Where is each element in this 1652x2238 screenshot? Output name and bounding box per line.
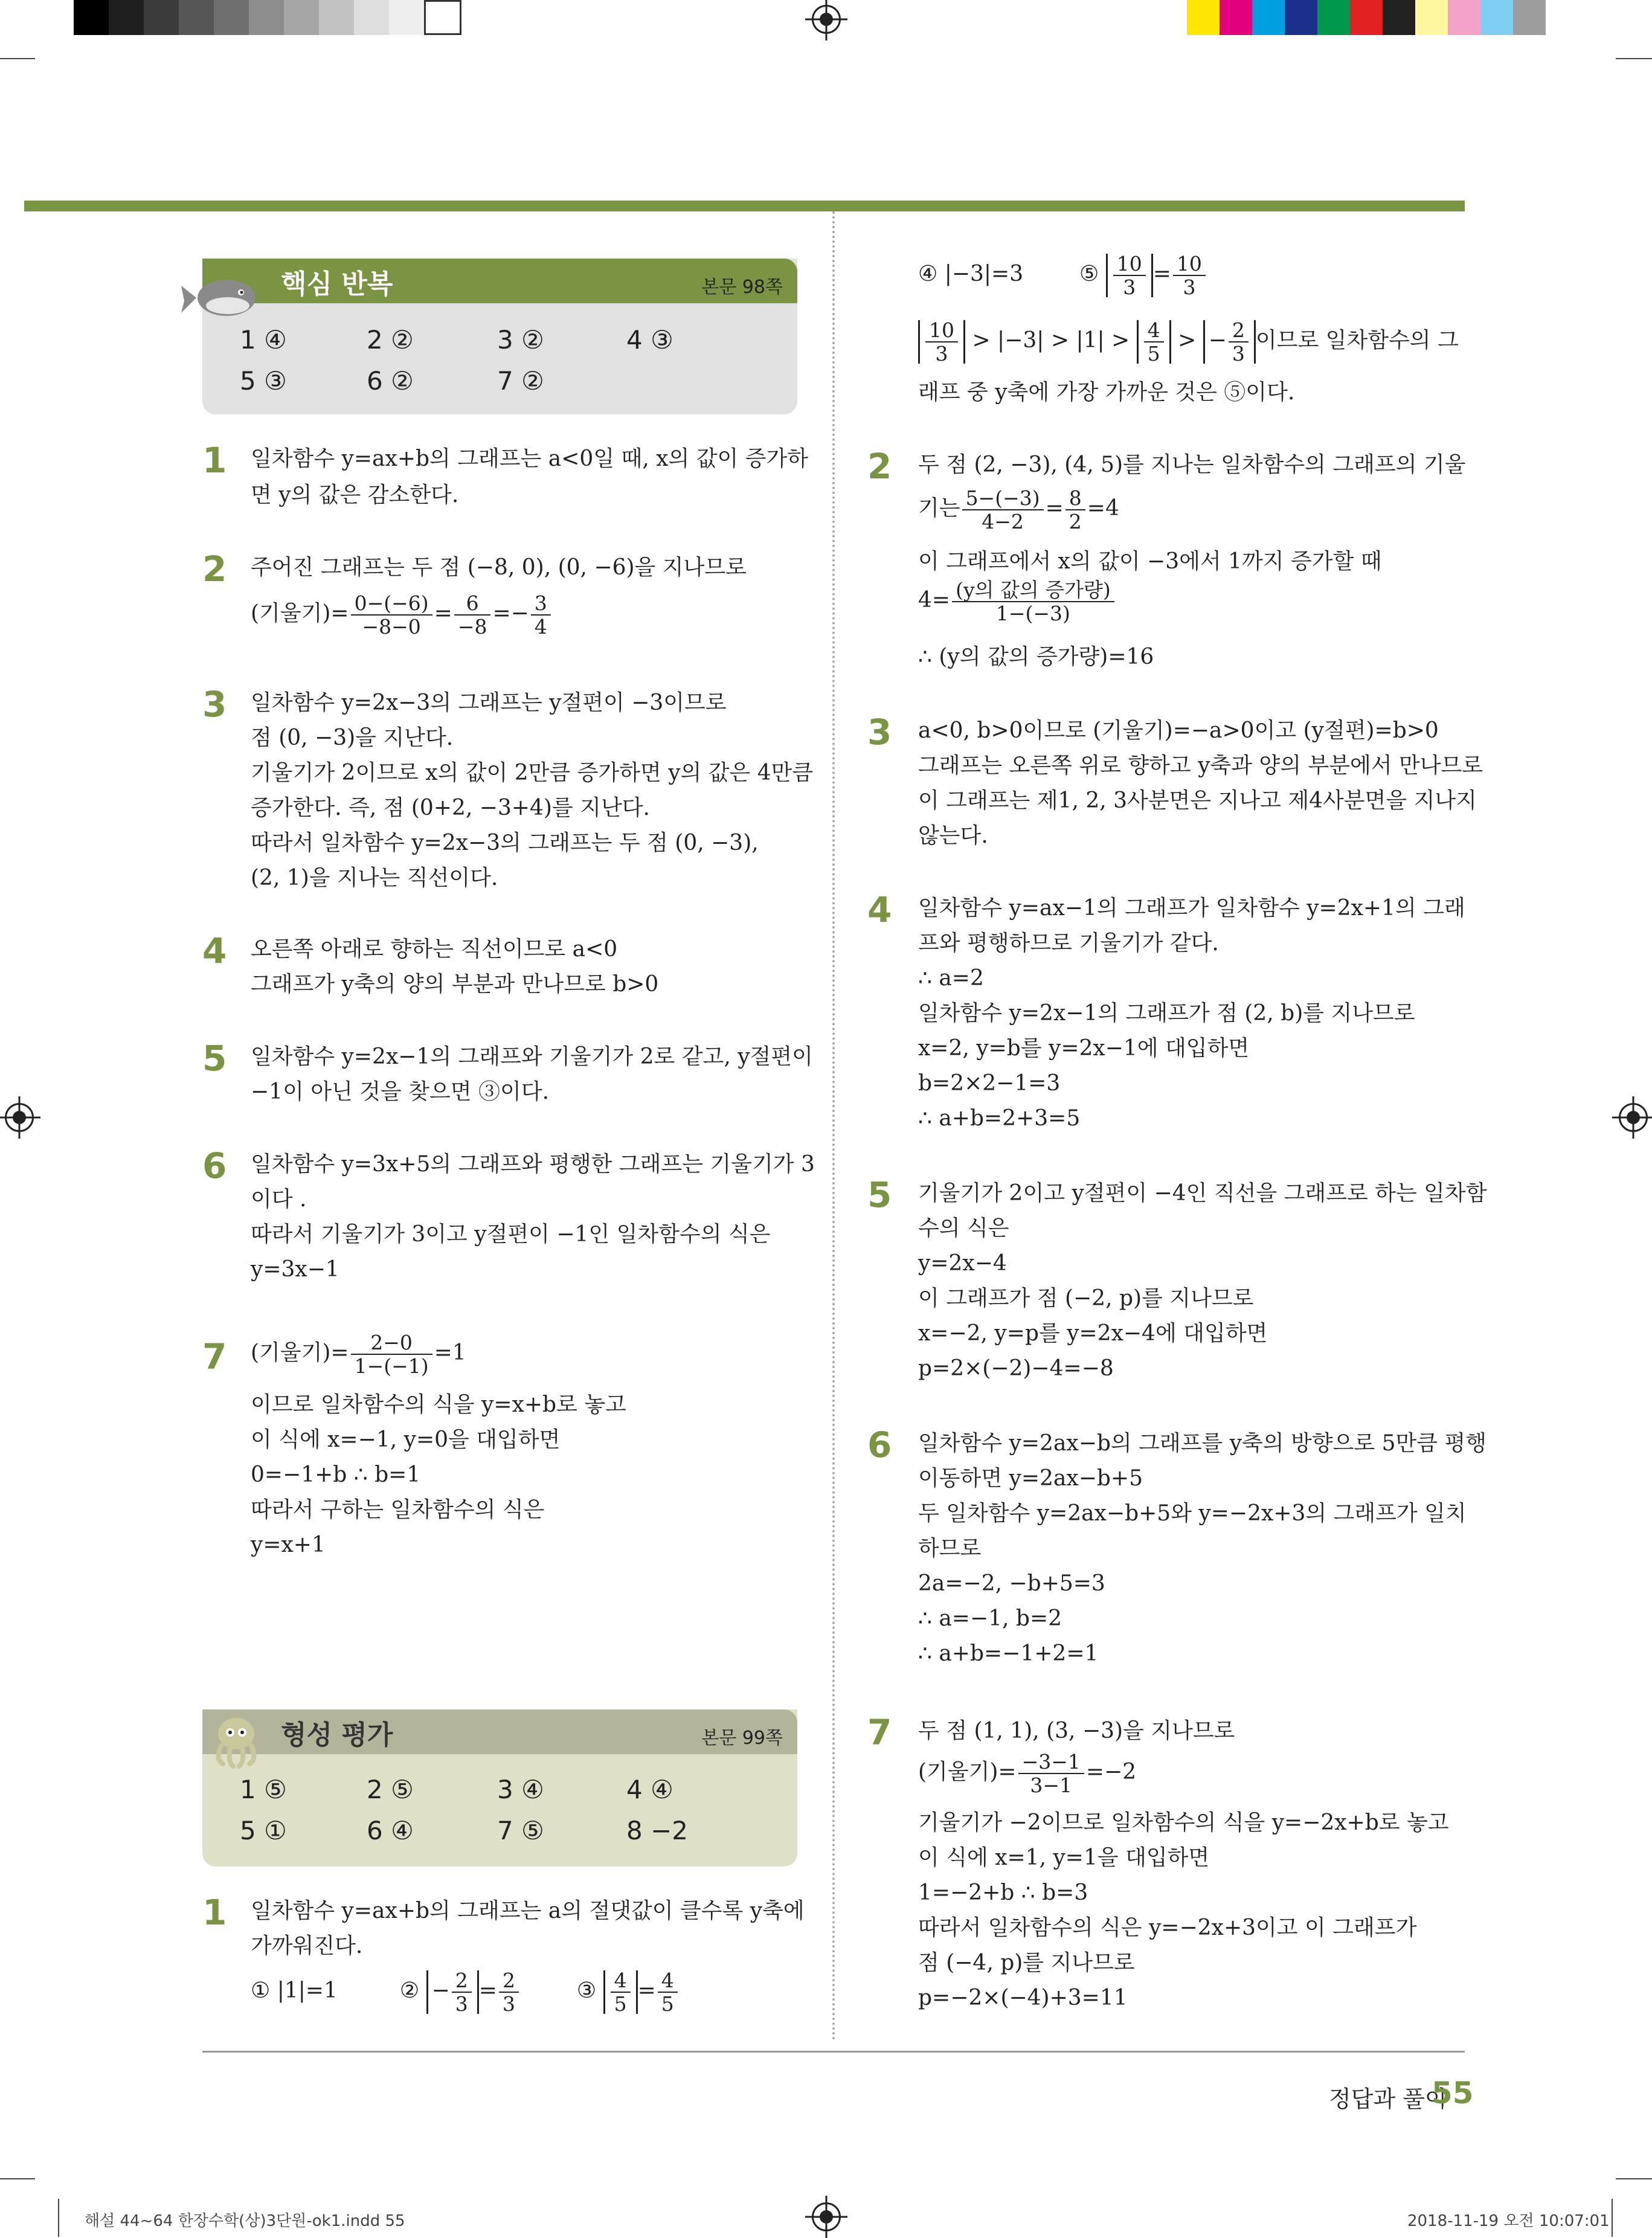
formative-answer: 3 ④ <box>497 1775 544 1804</box>
core-answer: 1 ④ <box>240 325 287 355</box>
solution-line: 기울기가 2이고 y절편이 −4인 직선을 그래프로 하는 일차함 <box>918 1181 1487 1206</box>
solution-line: 그래프가 y축의 양의 부분과 만나므로 b>0 <box>251 972 659 997</box>
solution-line: 면 y의 값은 감소한다. <box>251 483 459 507</box>
solution-line: y=2x−4 <box>918 1251 1007 1276</box>
crop-mark <box>1612 2199 1613 2237</box>
solution-line: 0=−1+b ∴ b=1 <box>251 1462 421 1487</box>
registration-mark-top <box>812 5 841 34</box>
solution-line: x=2, y=b를 y=2x−1에 대입하면 <box>918 1036 1250 1061</box>
slope-formula: 기는 $\frac{5-(-3)}{4-2}$ = $\frac{8}{2}$ =4 <box>918 486 1119 533</box>
core-review-header <box>202 259 797 303</box>
problem-number: 7 <box>867 1712 892 1753</box>
solution-line: 따라서 일차함수의 식은 y=−2x+3이고 이 그래프가 <box>918 1915 1417 1940</box>
solution-line: 두 일차함수 y=2ax−b+5와 y=−2x+3의 그래프가 일치 <box>918 1501 1467 1526</box>
solution-line: 점 (−4, p)를 지나므로 <box>918 1950 1135 1975</box>
footer-rule <box>202 2051 1465 2053</box>
absolute-value-items: ① |1|=1 ② − $\frac{2}{3}$ = $\frac{2}{3}$ ③ $\frac{4}{5}$ = $\frac{4}{5}$ <box>251 1970 680 2014</box>
solution-line: 이 그래프에서 x의 값이 −3에서 1까지 증가할 때 <box>918 549 1382 574</box>
whale-icon <box>178 259 269 325</box>
solution-line: 가까워진다. <box>251 1934 363 1958</box>
solution-line: 두 점 (1, 1), (3, −3)을 지나므로 <box>918 1719 1235 1743</box>
core-answer: 3 ② <box>497 325 544 355</box>
solution-line: 두 점 (2, −3), (4, 5)를 지나는 일차함수의 그래프의 기울 <box>918 452 1466 477</box>
solution-line: 일차함수 y=ax+b의 그래프는 a의 절댓값이 클수록 y축에 <box>251 1899 805 1923</box>
solution-line: 기울기가 −2이므로 일차함수의 식을 y=−2x+b로 놓고 <box>918 1810 1449 1835</box>
registration-mark-right <box>1619 1103 1648 1132</box>
problem-number: 3 <box>202 684 227 725</box>
solution-line: 따라서 일차함수 y=2x−3의 그래프는 두 점 (0, −3), <box>251 831 759 855</box>
solution-line: 일차함수 y=2x−1의 그래프가 점 (2, b)를 지나므로 <box>918 1001 1415 1026</box>
crop-mark <box>1616 2178 1652 2179</box>
solution-line: p=−2×(−4)+3=11 <box>918 1986 1128 2010</box>
problem-number: 5 <box>202 1038 227 1079</box>
formative-header <box>202 1709 797 1754</box>
core-review-title: 핵심 반복 <box>281 269 393 300</box>
solution-line: ∴ a+b=−1+2=1 <box>918 1641 1099 1666</box>
core-answer: 7 ② <box>497 366 544 396</box>
crop-mark <box>0 2178 35 2179</box>
formative-answer: 7 ⑤ <box>497 1816 544 1845</box>
problem-number: 2 <box>202 548 227 590</box>
solution-line: 오른쪽 아래로 향하는 직선이므로 a<0 <box>251 937 618 962</box>
timestamp-slug: 2018-11-19 오전 10:07:01 <box>1407 2212 1610 2230</box>
solution-line: 일차함수 y=ax−1의 그래프가 일차함수 y=2x+1의 그래 <box>918 896 1465 921</box>
formative-box <box>202 1709 797 1867</box>
problem-number: 6 <box>867 1424 892 1465</box>
formative-answer: 4 ④ <box>626 1775 673 1804</box>
solution-line: 이 그래프는 제1, 2, 3사분면은 지나고 제4사분면을 지나지 <box>918 788 1477 813</box>
registration-mark-left <box>5 1103 34 1132</box>
solution-line: a<0, b>0이므로 (기울기)=−a>0이고 (y절편)=b>0 <box>918 718 1439 743</box>
solution-line: 주어진 그래프는 두 점 (−8, 0), (0, −6)을 지나므로 <box>251 555 747 580</box>
core-answer: 6 ② <box>367 366 414 396</box>
solution-line: y=3x−1 <box>251 1257 339 1282</box>
solution-line: 이동하면 y=2ax−b+5 <box>918 1466 1143 1491</box>
header-bar <box>24 201 1465 211</box>
solution-line: 일차함수 y=2x−1의 그래프와 기울기가 2로 같고, y절편이 <box>251 1044 813 1069</box>
formative-answer: 2 ⑤ <box>367 1775 414 1804</box>
column-divider <box>832 211 835 2042</box>
problem-number: 4 <box>867 889 892 930</box>
problem-number: 2 <box>867 446 892 487</box>
solution-line: 래프 중 y축에 가장 가까운 것은 ⑤이다. <box>918 380 1295 405</box>
solution-line: ∴ a+b=2+3=5 <box>918 1106 1081 1131</box>
formative-answer: 6 ④ <box>367 1816 414 1845</box>
core-answer: 4 ③ <box>626 325 673 355</box>
solution-line: ∴ a=2 <box>918 966 984 991</box>
slope-formula: (기울기)= $\frac{-3-1}{3-1}$ =−2 <box>918 1750 1137 1797</box>
solution-line: 이다 . <box>251 1187 307 1212</box>
solution-line: 점 (0, −3)을 지난다. <box>251 725 454 750</box>
solution-line: 일차함수 y=2ax−b의 그래프를 y축의 방향으로 5만큼 평행 <box>918 1431 1487 1456</box>
solution-line: 일차함수 y=ax+b의 그래프는 a<0일 때, x의 값이 증가하 <box>251 446 809 471</box>
solution-line: −1이 아닌 것을 찾으면 ③이다. <box>251 1079 550 1104</box>
footer-label: 정답과 풀이 <box>1329 2086 1447 2112</box>
problem-number: 6 <box>202 1145 227 1186</box>
solution-line: 이 그래프가 점 (−2, p)를 지나므로 <box>918 1286 1254 1311</box>
slope-formula: (기울기)= $\frac{0-(-6)}{-8-0}$ = $\frac{6}{-8}$ =− $\frac{3}{4}$ <box>251 593 553 637</box>
core-review-box <box>202 259 797 414</box>
solution-line: 2a=−2, −b+5=3 <box>918 1571 1105 1596</box>
solution-line: ∴ (y의 값의 증가량)=16 <box>918 645 1154 669</box>
problem-number: 1 <box>202 1892 227 1933</box>
problem-number: 5 <box>867 1174 892 1215</box>
solution-line: 일차함수 y=2x−3의 그래프는 y절편이 −3이므로 <box>251 690 727 715</box>
core-review-ref: 본문 98쪽 <box>701 277 783 298</box>
registration-mark-bottom <box>812 2202 841 2231</box>
solution-line: 기울기가 2이므로 x의 값이 2만큼 증가하면 y의 값은 4만큼 <box>251 760 814 785</box>
octopus-icon <box>206 1711 266 1771</box>
solution-line: 일차함수 y=3x+5의 그래프와 평행한 그래프는 기울기가 3 <box>251 1152 815 1177</box>
crop-mark <box>58 2199 59 2237</box>
core-answer: 2 ② <box>367 325 414 355</box>
file-slug: 해설 44~64 한장수학(상)3단원-ok1.indd 55 <box>85 2212 405 2230</box>
increase-formula: 4= $\frac{\text{(y의 값의 증가량)}}{1-(-3)}$ <box>918 580 1116 623</box>
formative-answer: 1 ⑤ <box>240 1775 287 1804</box>
solution-line: b=2×2−1=3 <box>918 1071 1061 1096</box>
solution-line: 따라서 기울기가 3이고 y절편이 −1인 일차함수의 식은 <box>251 1222 771 1247</box>
page-number: 55 <box>1432 2076 1474 2111</box>
formative-title: 형성 평가 <box>281 1720 393 1751</box>
solution-line: 1=−2+b ∴ b=3 <box>918 1880 1088 1905</box>
core-answer: 5 ③ <box>240 366 287 396</box>
problem-number: 7 <box>202 1336 227 1377</box>
crop-mark <box>0 58 35 59</box>
solution-line: 증가한다. 즉, 점 (0+2, −3+4)를 지난다. <box>251 796 650 820</box>
solution-line: y=x+1 <box>251 1532 326 1557</box>
solution-line: (2, 1)을 지나는 직선이다. <box>251 866 498 890</box>
solution-line: 프와 평행하므로 기울기가 같다. <box>918 931 1219 956</box>
solution-line: 않는다. <box>918 823 988 848</box>
solution-line: 그래프는 오른쪽 위로 향하고 y축과 양의 부분에서 만나므로 <box>918 753 1483 778</box>
formative-answer: 8 −2 <box>626 1816 688 1845</box>
formative-ref: 본문 99쪽 <box>701 1728 783 1749</box>
solution-line: 따라서 구하는 일차함수의 식은 <box>251 1497 545 1522</box>
solution-line: 하므로 <box>918 1536 982 1561</box>
problem-number: 3 <box>867 712 892 753</box>
formative-answer: 5 ① <box>240 1816 287 1845</box>
solution-line: 이 식에 x=−1, y=0을 대입하면 <box>251 1427 561 1452</box>
problem-number: 1 <box>202 440 227 481</box>
solution-line: ∴ a=−1, b=2 <box>918 1606 1062 1631</box>
solution-line: p=2×(−2)−4=−8 <box>918 1356 1114 1381</box>
problem-number: 4 <box>202 930 227 971</box>
comparison-line: $\frac{10}{3}$ > |−3| > |1| > $\frac{4}{5}$ > − $\frac{2}{3}$ 이므로 일차함수의 그 <box>918 320 1459 364</box>
absolute-value-items: ④ |−3|=3 ⑤ $\frac{10}{3}$ = $\frac{10}{3}$ <box>918 254 1207 297</box>
solution-line: 이므로 일차함수의 식을 y=x+b로 놓고 <box>251 1392 626 1417</box>
crop-mark <box>1616 58 1652 59</box>
slope-formula: (기울기)= $\frac{2-0}{1-(-1)}$ =1 <box>251 1331 466 1378</box>
solution-line: 수의 식은 <box>918 1216 1009 1241</box>
solution-line: x=−2, y=p를 y=2x−4에 대입하면 <box>918 1321 1268 1346</box>
solution-line: 이 식에 x=1, y=1을 대입하면 <box>918 1845 1210 1870</box>
